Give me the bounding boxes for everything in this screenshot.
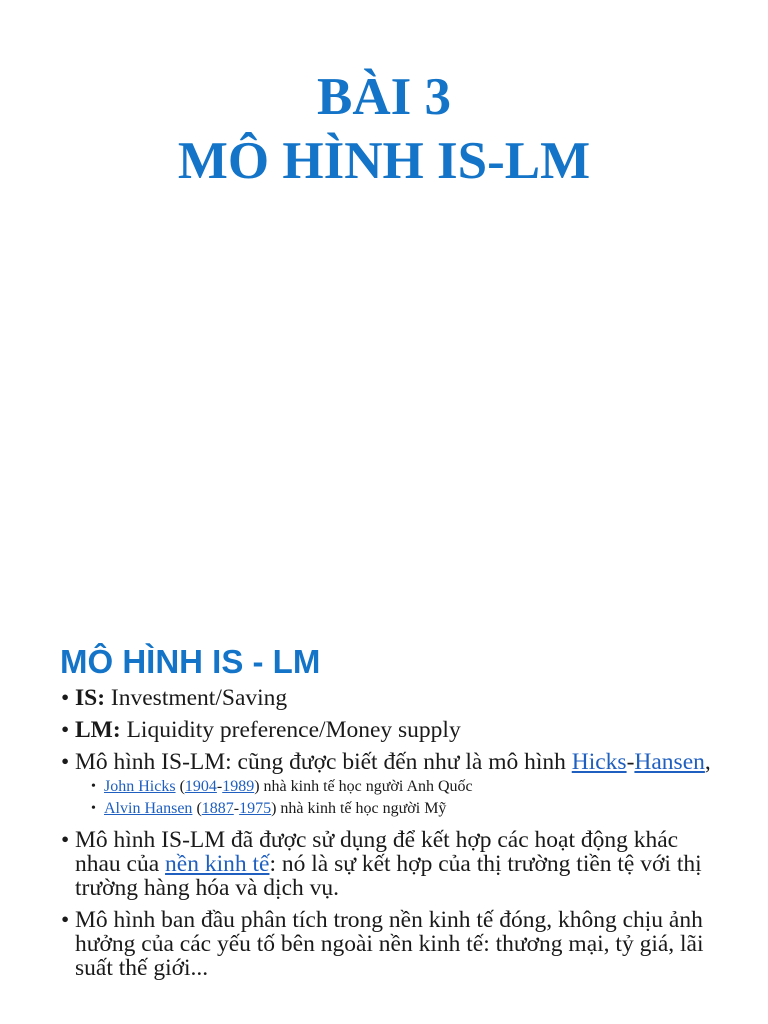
john-hicks-link[interactable]: John Hicks — [104, 778, 176, 795]
john-hicks-desc: ) nhà kinh tế học người Anh Quốc — [254, 778, 473, 795]
alvin-hansen-desc: ) nhà kinh tế học người Mỹ — [271, 800, 447, 817]
lesson-number-title: BÀI 3 — [316, 68, 451, 126]
sub-bullet-john-hicks — [91, 776, 711, 798]
bullet-closed-economy: • Mô hình ban đầu phân tích trong nền kinh tế đóng, không chịu ảnh hưởng của các yếu tố bên ngoài nền kinh tế: thương mại, tỷ giá, lãi suất thế giới... — [61, 908, 711, 980]
alvin-hansen-link[interactable]: Alvin Hansen — [104, 800, 193, 817]
year-dash: - — [233, 800, 240, 817]
slide-heading: MÔ HÌNH IS - LM — [60, 643, 321, 680]
is-text: Investment/Saving — [105, 685, 288, 711]
year-1975-link[interactable]: 1975 — [239, 800, 272, 817]
year-1989-link[interactable]: 1989 — [222, 778, 255, 795]
is-label: IS: — [75, 685, 106, 711]
paren-open: ( — [175, 778, 185, 795]
lesson-topic-title: MÔ HÌNH IS-LM — [177, 132, 591, 190]
hicks-hansen-dash: - — [626, 749, 635, 775]
economy-link[interactable]: nền kinh tế — [165, 851, 270, 877]
bullet-combine — [61, 828, 711, 900]
hicks-link[interactable]: Hicks — [571, 749, 627, 775]
year-1904-link[interactable]: 1904 — [184, 778, 217, 795]
hansen-link[interactable]: Hansen — [634, 749, 705, 775]
bullet-lm — [61, 718, 711, 742]
sub-bullet-alvin-hansen — [91, 798, 711, 820]
sub-bullet-list — [75, 776, 711, 820]
content-slide — [0, 608, 768, 1024]
lm-text: Liquidity preference/Money supply — [120, 717, 461, 743]
combine-suffix: : nó là sự kết hợp của thị trường tiền tệ với thị trường hàng hóa và dịch vụ. — [75, 851, 702, 901]
bullet-list — [61, 686, 711, 988]
combine-prefix: Mô hình IS-LM đã được sử dụng để kết hợp các hoạt động khác nhau của — [75, 827, 679, 877]
year-1887-link[interactable]: 1887 — [201, 800, 234, 817]
bullet-is — [61, 686, 711, 710]
paren-open: ( — [192, 800, 202, 817]
hicks-hansen-text: Mô hình IS-LM: cũng được biết đến như là mô hình — [75, 749, 572, 775]
hicks-hansen-suffix: , — [704, 749, 711, 775]
year-dash: - — [216, 778, 223, 795]
bullet-hicks-hansen — [61, 750, 711, 820]
lm-label: LM: — [75, 717, 121, 743]
